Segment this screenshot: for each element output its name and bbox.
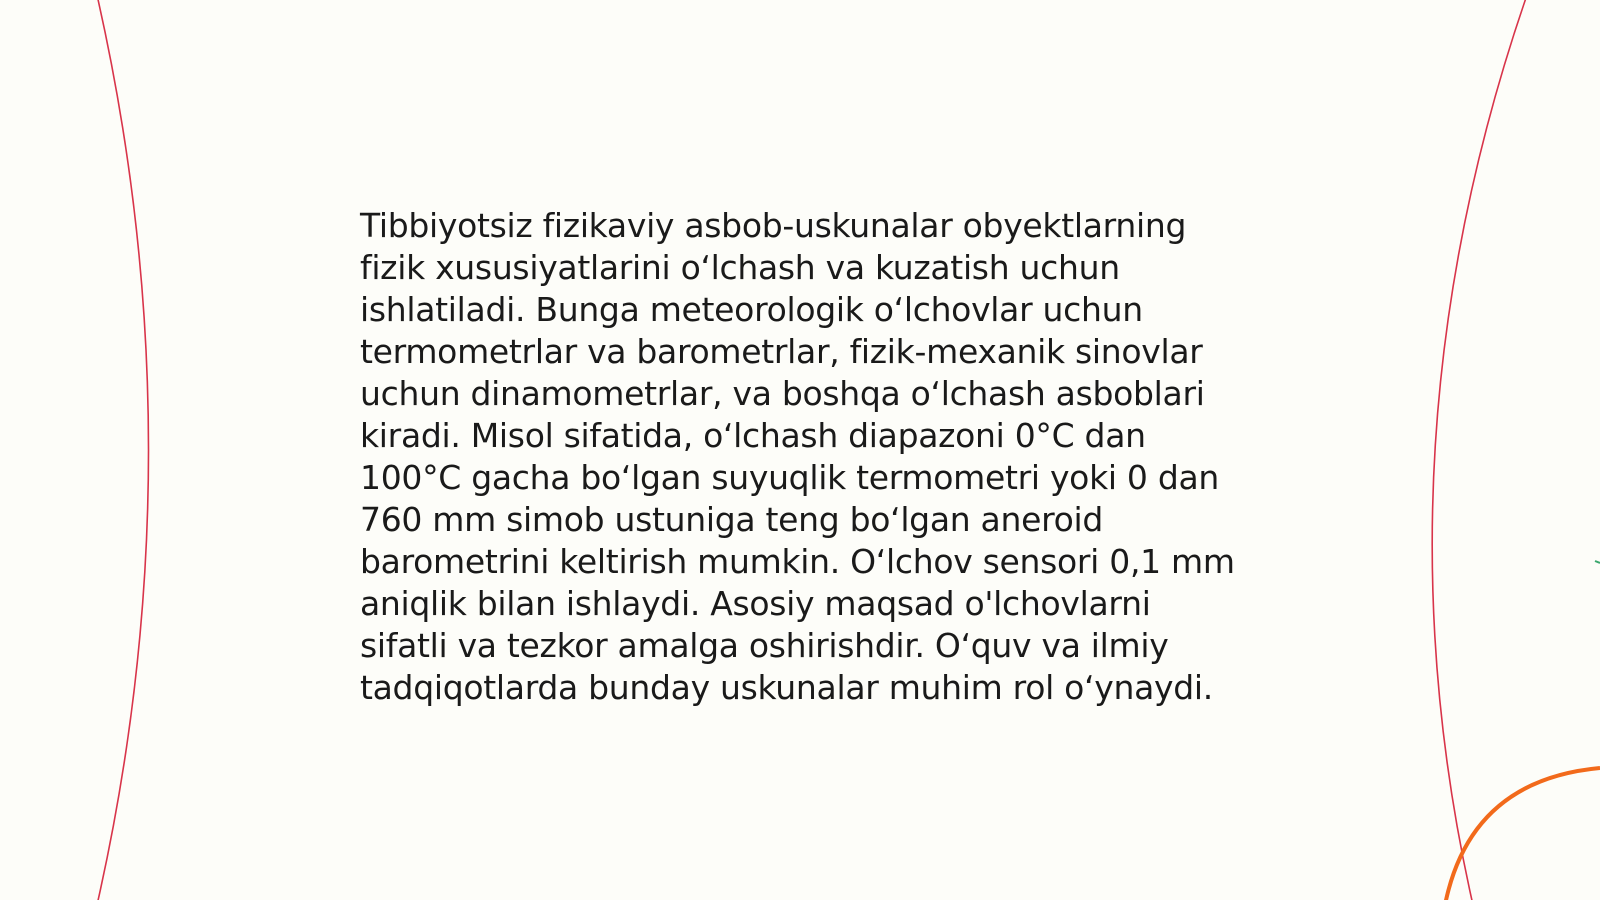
orange-arc: [1445, 768, 1600, 900]
green-tick: [1595, 561, 1600, 563]
body-paragraph: Tibbiyotsiz fizikaviy asbob-uskunalar obyektlarning fizik xususiyatlarini o‘lchash va kuzatish uchun ishlatiladi. Bunga meteorologik o‘lchovlar uchun termometrlar va barometrlar, fizik-mexanik sinovlar uchun dinamometrlar, va boshqa o‘lchash asboblari kiradi. Misol sifatida, o‘lchash diapazoni 0°C dan 100°C gacha bo‘lgan suyuqlik termometri yoki 0 dan 760 mm simob ustuniga teng bo‘lgan aneroid barometrini keltirish mumkin. O‘lchov sensori 0,1 mm aniqlik bilan ishlaydi. Asosiy maqsad o'lchovlarni sifatli va tezkor amalga oshirishdir. O‘quv va ilmiy tadqiqotlarda bunday uskunalar muhim rol o‘ynaydi.: [360, 206, 1235, 707]
right-curve-line: [1432, 0, 1527, 900]
left-curve-line: [97, 0, 149, 900]
